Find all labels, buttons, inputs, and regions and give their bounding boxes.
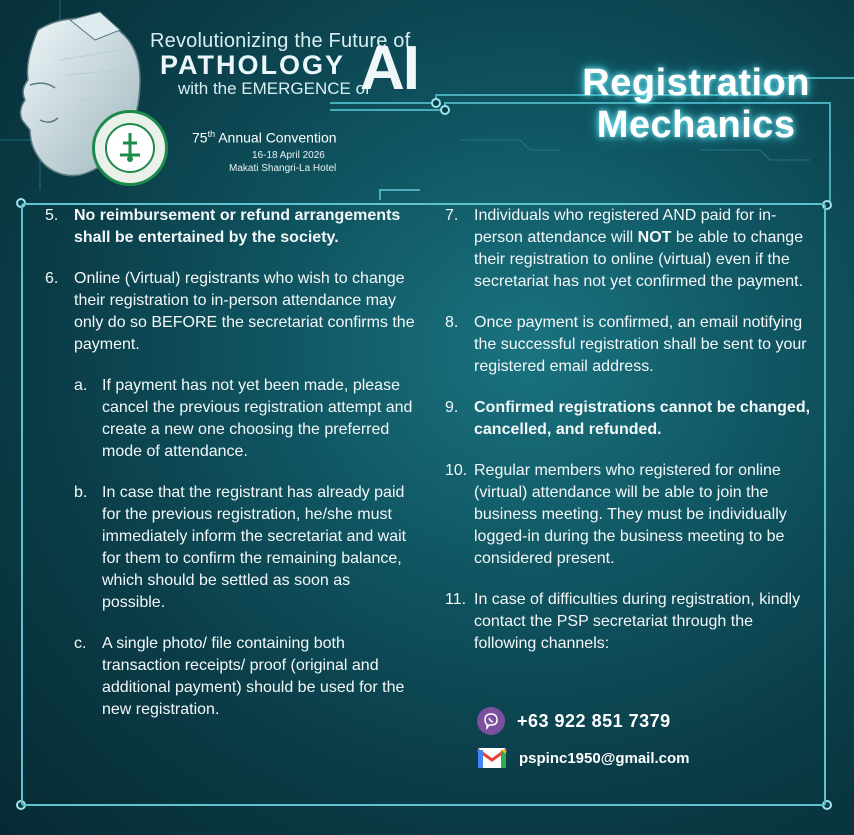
email-contact[interactable] [477, 746, 690, 770]
ai-logo-text: AI [360, 34, 418, 103]
item-text-part: be able to change their registration to online (virtual) even if the secretariat has not yet confirmed the payment. [474, 229, 804, 290]
item-text: In case of difficulties during registration, kindly contact the PSP secretariat through the following channels: [474, 591, 801, 652]
left-column [45, 205, 415, 740]
list-item-8 [445, 312, 815, 378]
item-text-emphasis: NOT [637, 229, 672, 246]
sub-item-b [45, 482, 415, 614]
item-text: Once payment is confirmed, an email notifying the successful registration shall be sent to your registered email address. [474, 314, 807, 375]
item-text: Online (Virtual) registrants who wish to change their registration to in-person attendance may only do so BEFORE the secretariat confirms the payment. [74, 270, 415, 353]
convention-number: 75 [192, 129, 208, 146]
seal-graphic [95, 113, 165, 183]
gmail-icon [477, 746, 507, 770]
psp-seal-logo [92, 110, 168, 186]
sub-item-a [45, 375, 415, 463]
phone-number[interactable]: +63 922 851 7379 [517, 710, 671, 731]
title-line1: Registration [582, 62, 810, 104]
viber-icon [477, 707, 505, 735]
viber-glyph [482, 712, 500, 730]
item-text-part: Individuals who registered AND paid for in-person attendance will [474, 207, 777, 246]
convention-suffix: th [207, 129, 216, 139]
convention-label: Annual Convention [215, 129, 337, 146]
sub-item-c [45, 633, 415, 721]
phone-contact[interactable] [477, 707, 671, 735]
list-item-11 [445, 589, 815, 655]
item-text: No reimbursement or refund arrangements shall be entertained by the society. [74, 207, 401, 246]
list-item-6 [45, 268, 415, 356]
item-number: 7. [445, 207, 459, 224]
sub-item-letter: a. [74, 377, 88, 394]
list-item-5 [45, 205, 415, 249]
item-number: 5. [45, 207, 59, 224]
sub-item-letter: c. [74, 635, 87, 652]
item-number: 8. [445, 314, 459, 331]
item-number: 10. [445, 462, 468, 479]
list-item-9 [445, 397, 815, 441]
tagline-pathology: PATHOLOGY [160, 50, 345, 80]
sub-item-text: In case that the registrant has already paid for the previous registration, he/she must immediately inform the secretariat and wait for them to confirm the remaining balance, which should be settled as soon as possible. [102, 484, 407, 611]
tagline-line3: with the EMERGENCE of [178, 79, 370, 98]
right-column [445, 205, 815, 674]
item-text [474, 205, 815, 293]
sub-item-text: If payment has not yet been made, please cancel the previous registration attempt and create a new one choosing the preferred mode of attendance. [102, 377, 413, 460]
convention-venue: Makati Shangri-La Hotel [229, 163, 337, 174]
sub-item-letter: b. [74, 484, 88, 501]
convention-dates: 16-18 April 2026 [252, 150, 325, 161]
item-text: Confirmed registrations cannot be changed, cancelled, and refunded. [474, 399, 811, 438]
email-address[interactable]: pspinc1950@gmail.com [519, 749, 690, 767]
item-number: 9. [445, 399, 459, 416]
list-item-10 [445, 460, 815, 570]
list-item-7 [445, 205, 815, 293]
item-number: 11. [445, 591, 467, 608]
sub-item-text: A single photo/ file containing both transaction receipts/ proof (original and additional payment) should be used for the new registration. [102, 635, 405, 718]
item-text: Regular members who registered for online (virtual) attendance will be able to join the business meeting. They must be individually logged-in during the business meeting to be considered present. [474, 462, 787, 567]
page-title [582, 62, 810, 146]
convention-title [192, 129, 337, 146]
tagline-line1: Revolutionizing the Future of [150, 30, 411, 52]
item-number: 6. [45, 270, 59, 287]
title-line2: Mechanics [596, 104, 796, 146]
